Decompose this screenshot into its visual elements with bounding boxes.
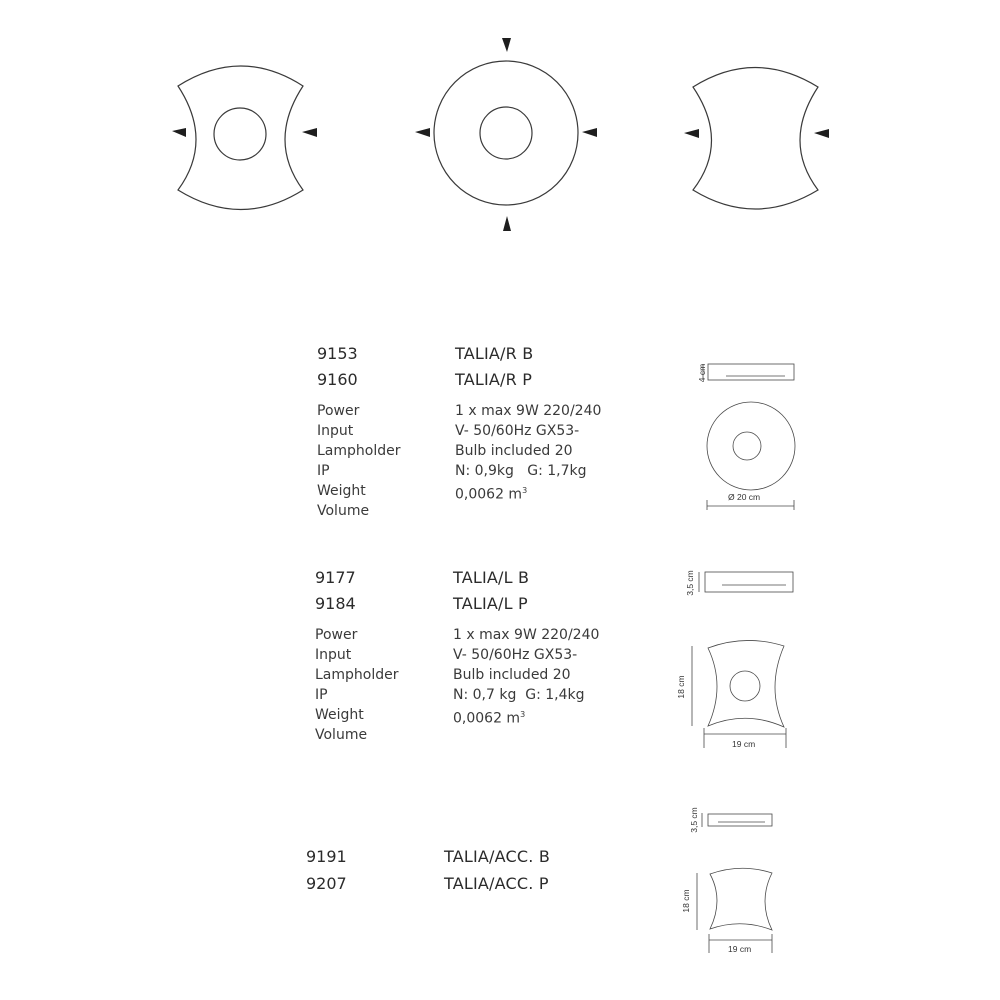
product-name: TALIA/L P (453, 594, 528, 613)
product-code: 9160 (317, 370, 358, 389)
spec-label: Volume (315, 727, 368, 743)
product-name: TALIA/R P (455, 370, 533, 389)
spec-value: V- 50/60Hz GX53- (453, 647, 578, 663)
spec-value: 1 x max 9W 220/240 (455, 403, 602, 419)
spec-value: N: 0,7 kg G: 1,4kg (453, 687, 585, 703)
product-name: TALIA/L B (453, 568, 530, 587)
height-dimension: 4 cm (697, 363, 707, 383)
spec-value: V- 50/60Hz GX53- (455, 423, 580, 439)
product-code: 9184 (315, 594, 356, 613)
side-profile (708, 814, 772, 826)
diameter-dimension: Ø 20 cm (728, 492, 761, 502)
side-dimension: 18 cm (681, 889, 691, 913)
product-code: 9207 (306, 874, 347, 893)
spec-label: Power (315, 627, 358, 643)
spec-label: Weight (315, 707, 364, 723)
height-dimension: 3,5 cm (689, 807, 699, 833)
spec-label: Input (317, 423, 354, 439)
product-code: 9191 (306, 847, 347, 866)
volume-unit-exponent: 3 (522, 486, 528, 495)
spec-value: Bulb included 20 (453, 667, 571, 683)
spec-value: N: 0,9kg G: 1,7kg (455, 463, 587, 479)
spec-label: Input (315, 647, 352, 663)
product-code: 9177 (315, 568, 356, 587)
top-view-plate (710, 868, 772, 930)
spec-label: Lampholder (317, 443, 401, 459)
volume-value: 0,0062 m (453, 710, 521, 727)
volume-unit-exponent: 3 (520, 710, 526, 719)
width-dimension: 19 cm (728, 944, 752, 954)
spec-label: IP (317, 463, 330, 479)
spec-label: Volume (317, 503, 370, 519)
spec-label: Lampholder (315, 667, 399, 683)
product-name: TALIA/ACC. P (444, 874, 549, 893)
side-dimension: 18 cm (676, 675, 686, 699)
spec-label: IP (315, 687, 328, 703)
product-name: TALIA/ACC. B (444, 847, 551, 866)
spec-value: 1 x max 9W 220/240 (453, 627, 600, 643)
product-code: 9153 (317, 344, 358, 363)
spec-label: Power (317, 403, 360, 419)
product-name: TALIA/R B (455, 344, 534, 363)
width-dimension: 19 cm (732, 739, 756, 749)
spec-value: Bulb included 20 (455, 443, 573, 459)
height-dimension: 3,5 cm (685, 570, 695, 596)
spec-label: Weight (317, 483, 366, 499)
volume-value: 0,0062 m (455, 486, 523, 503)
